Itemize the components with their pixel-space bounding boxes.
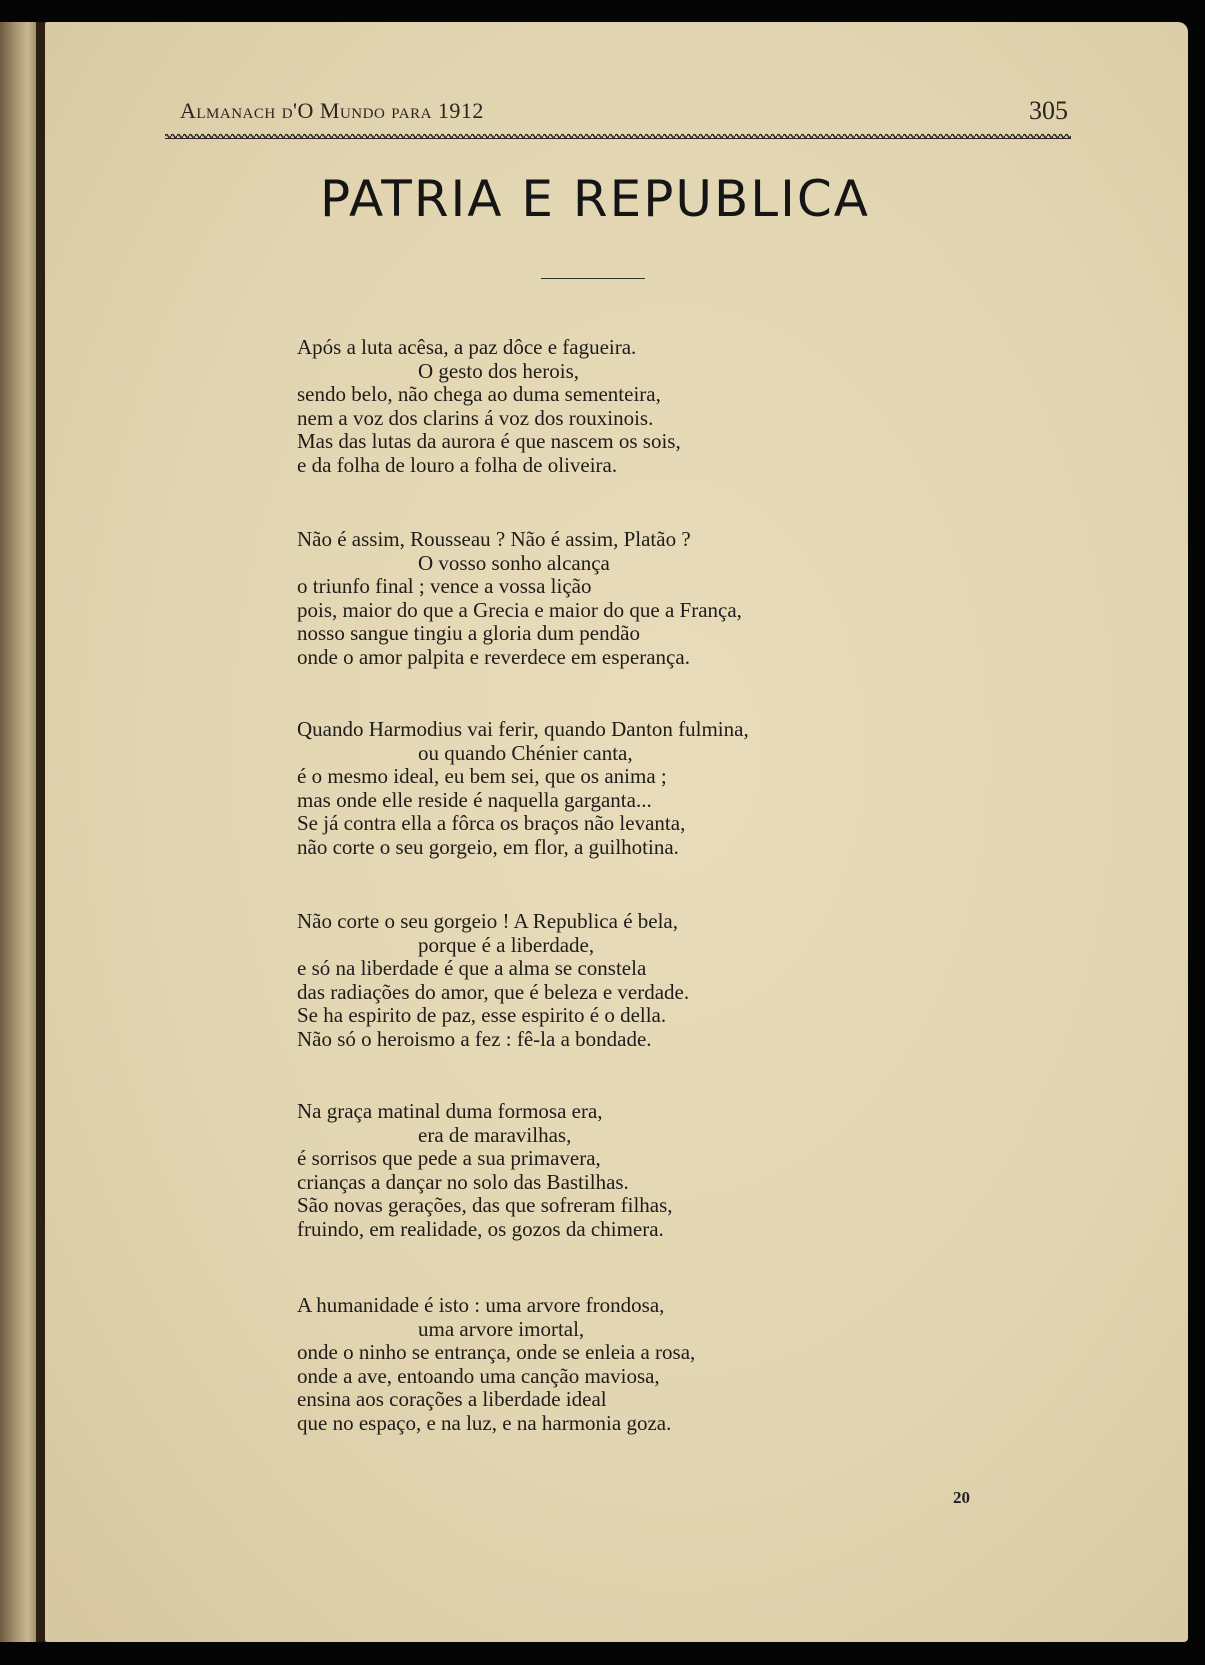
verse-line: o triunfo final ; vence a vossa lição [297, 574, 592, 598]
signature-mark: 20 [953, 1488, 970, 1507]
verse-line: Quando Harmodius vai ferir, quando Danton fulmina, [297, 717, 749, 741]
verse-line: ou quando Chénier canta, [418, 740, 633, 765]
verse-line: O gesto dos herois, [418, 358, 579, 383]
verse-line: nosso sangue tingiu a gloria dum pendão [297, 621, 640, 645]
verse-line: que no espaço, e na luz, e na harmonia goza. [297, 1410, 672, 1435]
verse-line: uma arvore imortal, [418, 1316, 585, 1341]
stanza-5 [297, 1100, 917, 1241]
verse-line: Não é assim, Rousseau ? Não é assim, Platão ? [297, 527, 691, 551]
verse-line: ensina aos corações a liberdade ideal [297, 1387, 607, 1411]
verse-line: e só na liberdade é que a alma se constela [297, 956, 647, 980]
verse-line: pois, maior do que a Grecia e maior do que a França, [297, 597, 742, 622]
verse-line: São novas gerações, das que sofreram filhas, [297, 1193, 673, 1217]
ornamental-wavy-rule [165, 132, 1071, 140]
verse-line: Não só o heroismo a fez : fê-la a bondade. [297, 1026, 652, 1051]
verse-line: não corte o seu gorgeio, em flor, a guilhotina. [297, 834, 679, 859]
stanza-4 [297, 910, 917, 1051]
stanza-1 [297, 336, 917, 477]
verse-line: onde a ave, entoando uma canção maviosa, [297, 1363, 660, 1388]
verse-line: A humanidade é isto : uma arvore frondosa, [297, 1293, 665, 1317]
verse-line: mas onde elle reside é naquella garganta... [297, 787, 652, 812]
verse-line: e da folha de louro a folha de oliveira. [297, 452, 618, 477]
stanza-6 [297, 1294, 917, 1435]
verse-line: é o mesmo ideal, eu bem sei, que os anima ; [297, 764, 667, 788]
title-rule [541, 278, 645, 279]
poem-title: PATRIA E REPUBLICA [320, 170, 870, 228]
stanza-3 [297, 718, 917, 859]
verse-line: Se ha espirito de paz, esse espirito é o della. [297, 1003, 667, 1027]
verse-line: onde o ninho se entrança, onde se enleia a rosa, [297, 1340, 696, 1364]
verse-line: Se já contra ella a fôrca os braços não levanta, [297, 811, 686, 835]
verse-line: crianças a dançar no solo das Bastilhas. [297, 1169, 629, 1194]
verse-line: era de maravilhas, [418, 1122, 572, 1147]
verse-line: é sorrisos que pede a sua primavera, [297, 1146, 601, 1170]
verse-line: Mas das lutas da aurora é que nascem os sois, [297, 429, 681, 453]
page-header [180, 98, 1068, 128]
verse-line: sendo belo, não chega ao duma sementeira, [297, 382, 661, 406]
verse-line: Não corte o seu gorgeio ! A Republica é bela, [297, 909, 678, 933]
verse-line: porque é a liberdade, [418, 932, 595, 957]
running-title: Almanach d'O Mundo para 1912 [180, 98, 484, 123]
verse-line: onde o amor palpita e reverdece em esperança. [297, 644, 690, 669]
verse-line: Na graça matinal duma formosa era, [297, 1099, 603, 1123]
verse-line: Após a luta acêsa, a paz dôce e fagueira. [297, 335, 637, 359]
book-page [45, 22, 1188, 1642]
page-number: 305 [1029, 96, 1068, 125]
verse-line: das radiações do amor, que é beleza e verdade. [297, 979, 690, 1004]
verse-line: fruindo, em realidade, os gozos da chimera. [297, 1216, 664, 1241]
verse-line: nem a voz dos clarins á voz dos rouxinois. [297, 405, 654, 430]
previous-page-edge [0, 22, 40, 1642]
stanza-2 [297, 528, 917, 669]
binding-shadow [36, 22, 45, 1642]
verse-line: O vosso sonho alcança [418, 550, 610, 575]
